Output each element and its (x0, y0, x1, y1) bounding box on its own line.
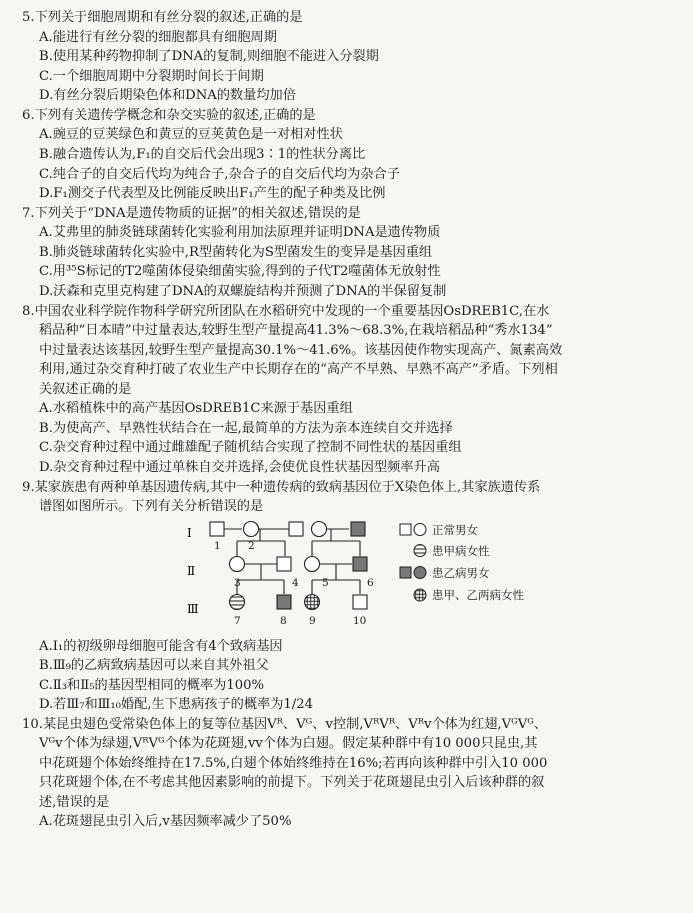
individual-7-female-a (230, 594, 245, 609)
option-c: C.Ⅱ₃和Ⅱ₅的基因型相同的概率为100% (39, 677, 265, 693)
option-a: A.水稻植株中的高产基因OsDREB1C来源于基因重组 (39, 401, 353, 417)
individual-number: 5 (322, 576, 329, 589)
legend-female-b-icon (414, 566, 426, 578)
option-d: D.若Ⅲ₇和Ⅲ₁₀婚配,生下患病孩子的概率为1/24 (39, 697, 314, 713)
legend-label: 患乙病男女 (432, 565, 490, 580)
option-d: D.沃森和克里克构建了DNA的双螺旋结构并预测了DNA的半保留复制 (39, 284, 447, 300)
legend-male-b-icon (400, 567, 411, 578)
question-stem: 7.下列关于“DNA是遗传物质的证据”的相关叙述,错误的是 (22, 205, 361, 221)
legend-male-normal-icon (400, 524, 411, 535)
option-d: D.杂交育种过程中通过单株自交并选择,会使优良性状基因型频率升高 (39, 459, 440, 475)
question-stem-line: 中花斑翅个体始终维持在17.5%,白翅个体始终维持在16%;若再向该种群中引入10 000 (39, 755, 548, 771)
question-10 (22, 715, 677, 832)
legend-label: 患甲、乙两病女性 (432, 587, 524, 602)
individual-6-male-affected (353, 557, 367, 571)
individual-number: 3 (234, 576, 241, 589)
individual-female (312, 521, 327, 536)
pedigree-diagram (22, 519, 677, 637)
option-c: C.用³⁵S标记的T2噬菌体侵染细菌实验,得到的子代T2噬菌体无放射性 (39, 264, 441, 280)
individual-number: 1 (214, 539, 221, 552)
question-stem-line: 9.某家族患有两种单基因遗传病,其中一种遗传病的致病基因位于X染色体上,其家族遗传系 (22, 479, 541, 495)
option-a: A.能进行有丝分裂的细胞都具有细胞周期 (39, 29, 277, 45)
option-b: B.Ⅲ₉的乙病致病基因可以来自其外祖父 (39, 658, 269, 674)
question-stem: 6.下列有关遗传学概念和杂交实验的叙述,正确的是 (22, 107, 316, 123)
question-stem: 5.下列关于细胞周期和有丝分裂的叙述,正确的是 (22, 10, 303, 25)
option-b: B.肺炎链球菌转化实验中,R型菌转化为S型菌发生的变异是基因重组 (39, 244, 433, 260)
option-b: B.融合遗传认为,F₁的自交后代会出现3∶1的性状分离比 (39, 146, 366, 162)
legend-female-normal-icon (414, 523, 426, 535)
question-stem-line: 谱图如图所示。下列有关分析错误的是 (39, 499, 264, 514)
individual-1-male (210, 522, 224, 536)
question-8 (22, 302, 677, 478)
option-c: C.一个细胞周期中分裂期时间长于间期 (39, 68, 264, 84)
question-stem-line: 利用,通过杂交育种打破了农业生产中长期存在的“高产不早熟、早熟不高产”矛盾。下列相 (39, 362, 558, 378)
option-a: A.艾弗里的肺炎链球菌转化实验利用加法原理并证明DNA是遗传物质 (39, 225, 441, 241)
option-b: B.为使高产、早熟性状结合在一起,最简单的方法为亲本连续自交并选择 (39, 420, 453, 436)
question-7 (22, 204, 677, 302)
option-d: D.有丝分裂后期染色体和DNA的数量均加倍 (39, 88, 296, 104)
question-stem-line: 稻品种“日本晴”中过量表达,较野生型产量提高41.3%～68.3%,在栽培稻品种“秀水134” (39, 323, 553, 339)
individual-10-male (353, 595, 367, 609)
generation-label-3: Ⅲ (187, 601, 199, 616)
individual-3-female (230, 556, 245, 571)
legend-label: 患甲病女性 (432, 543, 490, 558)
question-stem-line: Vᴳv个体为绿翅,VᴿVᴳ个体为花斑翅,vv个体为白翅。假定某种群中有10 000只昆虫,其 (39, 736, 538, 752)
option-a: A.花斑翅昆虫引入后,v基因频率减少了50% (39, 814, 292, 830)
question-stem-line: 中过量表达该基因,较野生型产量提高30.1%～41.6%。该基因使作物实现高产、氮素高效 (39, 342, 563, 358)
individual-number: 6 (367, 576, 374, 589)
option-a: A.Ⅰ₁的初级卵母细胞可能含有4个致病基因 (39, 638, 283, 654)
option-b: B.使用某种药物抑制了DNA的复制,则细胞不能进入分裂期 (39, 49, 379, 65)
individual-number: 10 (353, 614, 367, 627)
question-stem-line: 10.某昆虫翅色受常染色体上的复等位基因Vᴿ、Vᴳ、v控制,VᴿVᴿ、Vᴿv个体为红翅,VᴳVᴳ、 (22, 716, 548, 732)
individual-9-female-ab (305, 594, 320, 609)
individual-8-male-affected (277, 595, 291, 609)
individual-male-affected (351, 522, 365, 536)
individual-number: 4 (292, 576, 299, 589)
question-stem-line: 8.中国农业科学院作物科学研究所团队在水稻研究中发现的一个重要基因OsDREB1C,在水 (22, 303, 550, 319)
individual-2-female (244, 521, 259, 536)
individual-number: 8 (280, 614, 287, 627)
option-a: A.豌豆的豆荚绿色和黄豆的豆荚黄色是一对相对性状 (39, 127, 343, 143)
pedigree-chart (22, 519, 677, 637)
question-stem-line: 述,错误的是 (39, 794, 110, 810)
legend-female-a-icon (414, 544, 426, 556)
legend-female-ab-icon (414, 589, 426, 601)
individual-number: 2 (248, 539, 255, 552)
question-stem-line: 只花斑翅个体,在不考虑其他因素影响的前提下。下列关于花斑翅昆虫引入后该种群的叙 (39, 775, 545, 791)
individual-number: 7 (234, 614, 241, 627)
question-6 (22, 106, 677, 204)
option-c: C.杂交育种过程中通过雌雄配子随机结合实现了控制不同性状的基因重组 (39, 440, 462, 456)
option-d: D.F₁测交子代表型及比例能反映出F₁产生的配子种类及比例 (39, 186, 386, 202)
question-9 (22, 478, 677, 715)
generation-label-1: Ⅰ (187, 525, 192, 540)
question-stem-line: 关叙述正确的是 (39, 381, 132, 397)
individual-number: 9 (309, 614, 316, 627)
legend-label: 正常男女 (432, 522, 478, 537)
generation-label-2: Ⅱ (187, 563, 196, 578)
option-c: C.纯合子的自交后代均为纯合子,杂合子的自交后代均为杂合子 (39, 166, 400, 182)
exam-page (22, 8, 677, 832)
individual-5-female (305, 556, 320, 571)
individual-4-male (277, 557, 291, 571)
question-5 (22, 8, 677, 106)
